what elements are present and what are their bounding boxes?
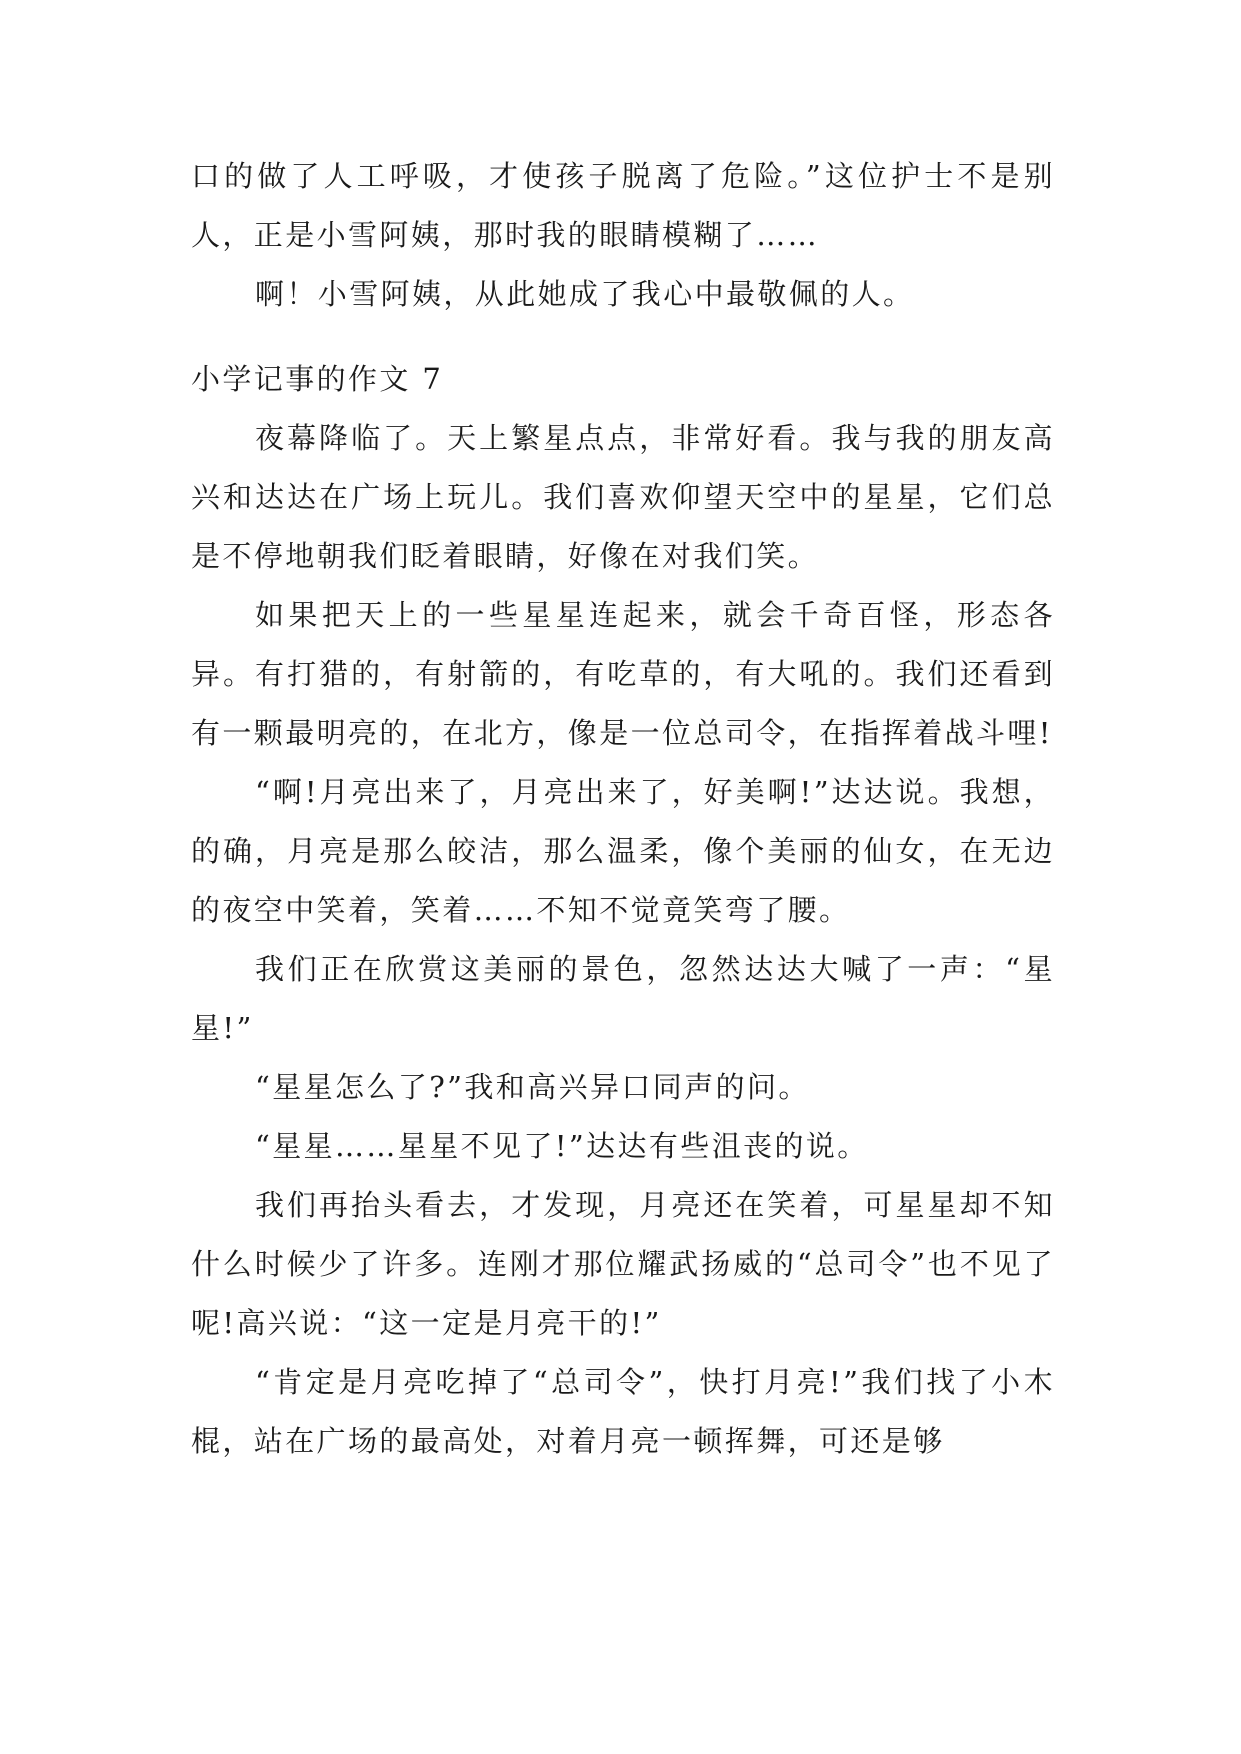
previous-essay-ending — [191, 147, 1055, 324]
paragraph: “星星怎么了?”我和高兴异口同声的问。 — [255, 1070, 810, 1104]
section-title: 小学记事的作文 7 — [191, 362, 444, 396]
paragraph: “星星……星星不见了!”达达有些沮丧的说。 — [255, 1129, 869, 1163]
essay-7 — [191, 350, 1055, 1471]
paragraph: 啊！小雪阿姨，从此她成了我心中最敬佩的人。 — [255, 277, 915, 311]
paragraph: “啊!月亮出来了，月亮出来了，好美啊!”达达说。我想，的确，月亮是那么皎洁，那么温柔，像个美丽的仙女，在无边的夜空中笑着，笑着……不知不觉竟笑弯了腰。 — [191, 775, 1055, 927]
paragraph: 我们再抬头看去，才发现，月亮还在笑着，可星星却不知什么时候少了许多。连刚才那位耀武扬威的“总司令”也不见了呢!高兴说：“这一定是月亮干的!” — [191, 1188, 1055, 1340]
paragraph: 夜幕降临了。天上繁星点点，非常好看。我与我的朋友高兴和达达在广场上玩儿。我们喜欢仰望天空中的星星，它们总是不停地朝我们眨着眼睛，好像在对我们笑。 — [191, 421, 1055, 573]
paragraph: “肯定是月亮吃掉了“总司令”，快打月亮!”我们找了小木棍，站在广场的最高处，对着月亮一顿挥舞，可还是够 — [191, 1365, 1055, 1458]
paragraph: 我们正在欣赏这美丽的景色，忽然达达大喊了一声：“星星!” — [191, 952, 1055, 1045]
paragraph: 如果把天上的一些星星连起来，就会千奇百怪，形态各异。有打猎的，有射箭的，有吃草的，有大吼的。我们还看到有一颗最明亮的，在北方，像是一位总司令，在指挥着战斗哩! — [191, 598, 1055, 750]
paragraph: 口的做了人工呼吸，才使孩子脱离了危险。”这位护士不是别人，正是小雪阿姨，那时我的眼睛模糊了…… — [191, 159, 1055, 252]
